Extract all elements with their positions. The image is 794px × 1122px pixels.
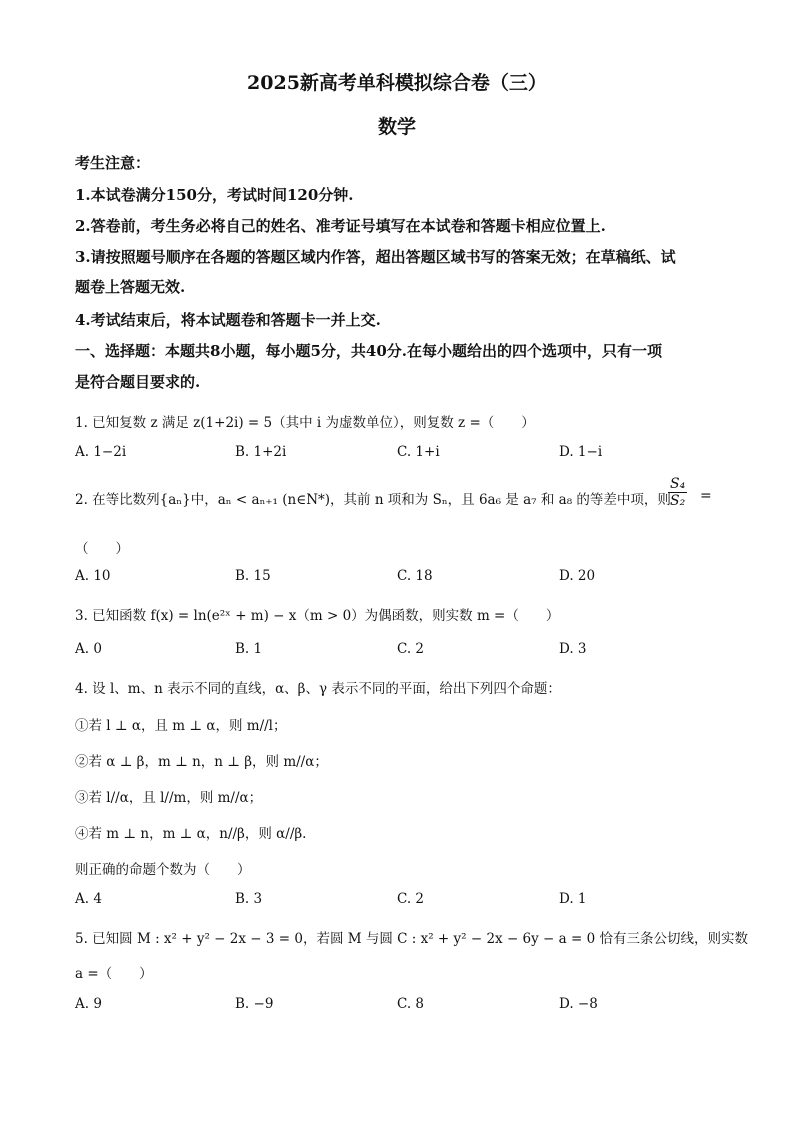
exam-title: 2025新高考单科模拟综合卷（三） [247, 72, 547, 94]
q4-option-b: B. 3 [235, 891, 263, 907]
q3-option-b: B. 1 [235, 641, 263, 657]
q2-frac-denominator: S₂ [670, 493, 686, 509]
question-3-stem: 3. 已知函数 f(x) = ln(e²ˣ + m) − x（m > 0）为偶函数，则实数 m =（ ） [75, 608, 560, 624]
question-5-stem: 5. 已知圆 M : x² + y² − 2x − 3 = 0，若圆 M 与圆 C : x² + y² − 2x − 6y − a = 0 恰有三条公切线，则实数 [75, 931, 748, 947]
q5-option-a: A. 9 [75, 996, 102, 1012]
q4-option-a: A. 4 [75, 891, 102, 907]
q4-option-d: D. 1 [559, 891, 587, 907]
question-2-tail: （ ） [75, 541, 129, 557]
q5-option-d: D. −8 [559, 996, 598, 1012]
notice-heading: 考生注意： [75, 154, 151, 172]
q2-frac-numerator: S₄ [670, 476, 686, 492]
q2-option-d: D. 20 [559, 568, 596, 584]
q3-option-d: D. 3 [559, 641, 587, 657]
q1-option-a: A. 1−2i [75, 444, 127, 460]
q5-option-b: B. −9 [235, 996, 274, 1012]
q1-option-c: C. 1+i [397, 444, 440, 460]
q2-fraction [668, 476, 687, 509]
section-heading-cont: 是符合题目要求的. [75, 373, 201, 391]
q3-option-a: A. 0 [75, 641, 102, 657]
notice-item-1: 1.本试卷满分150分，考试时间120分钟. [75, 186, 354, 204]
q1-option-d: D. 1−i [559, 444, 603, 460]
question-2-stem: 2. 在等比数列{aₙ}中，aₙ < aₙ₊₁ (n∈N*)，其前 n 项和为 Sₙ，且 6a₆ 是 a₇ 和 a₈ 的等差中项，则 [75, 492, 671, 508]
q4-proposition-1: ①若 l ⊥ α，且 m ⊥ α，则 m//l； [75, 718, 287, 734]
q1-option-b: B. 1+2i [235, 444, 287, 460]
question-1-stem: 1. 已知复数 z 满足 z(1+2i) = 5（其中 i 为虚数单位），则复数 z =（ ） [75, 415, 535, 431]
q4-proposition-2: ②若 α ⊥ β，m ⊥ n，n ⊥ β，则 m//α； [75, 754, 328, 770]
notice-item-3-cont: 题卷上答题无效. [75, 278, 186, 296]
notice-item-4: 4.考试结束后，将本试题卷和答题卡一并上交. [75, 311, 381, 329]
notice-item-2: 2.答卷前，考生务必将自己的姓名、准考证号填写在本试卷和答题卡相应位置上. [75, 217, 606, 235]
section-heading: 一、选择题：本题共8小题，每小题5分，共40分.在每小题给出的四个选项中，只有一项 [75, 342, 662, 360]
q4-proposition-3: ③若 l//α，且 l//m，则 m//α； [75, 790, 263, 806]
question-4-stem: 4. 设 l、m、n 表示不同的直线，α、β、γ 表示不同的平面，给出下列四个命题： [75, 681, 561, 697]
q4-proposition-4: ④若 m ⊥ n，m ⊥ α，n//β，则 α//β. [75, 826, 307, 842]
q2-option-c: C. 18 [397, 568, 433, 584]
subject-title: 数学 [377, 116, 416, 138]
q2-option-a: A. 10 [75, 568, 111, 584]
q3-option-c: C. 2 [397, 641, 425, 657]
q4-ask: 则正确的命题个数为（ ） [75, 862, 251, 878]
q2-option-b: B. 15 [235, 568, 271, 584]
q5-option-c: C. 8 [397, 996, 425, 1012]
q4-option-c: C. 2 [397, 891, 425, 907]
notice-item-3: 3.请按照题号顺序在各题的答题区域内作答，超出答题区域书写的答案无效；在草稿纸、试 [75, 248, 676, 266]
question-5-tail: a =（ ） [75, 966, 153, 982]
q2-equals: = [700, 488, 712, 504]
